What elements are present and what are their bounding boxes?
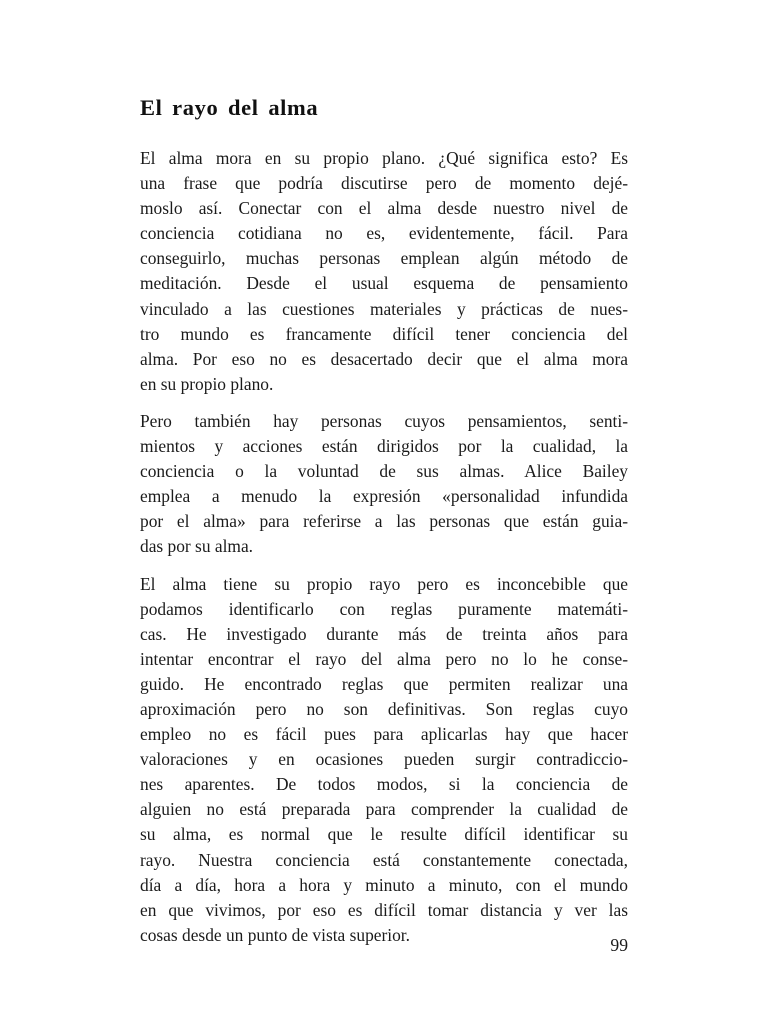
text-column <box>140 94 628 948</box>
text-line: cas. He investigado durante más de treinta años para <box>140 623 628 644</box>
text-line: conciencia cotidiana no es, evidentemente, fácil. Para <box>140 223 628 244</box>
text-line: conseguirlo, muchas personas emplean algún método de <box>140 248 628 269</box>
text-line: guido. He encontrado reglas que permiten realizar una <box>140 673 628 694</box>
text-line: nes aparentes. De todos modos, si la conciencia de <box>140 774 628 795</box>
text-line: cosas desde un punto de vista superior. <box>140 924 410 945</box>
text-line: día a día, hora a hora y minuto a minuto, con el mundo <box>140 874 628 895</box>
text-line: rayo. Nuestra conciencia está constantemente conectada, <box>140 849 628 870</box>
text-line: valoraciones y en ocasiones pueden surgir contradiccio- <box>140 749 628 770</box>
text-line: das por su alma. <box>140 536 254 557</box>
text-line: vinculado a las cuestiones materiales y prácticas de nues- <box>140 298 628 319</box>
text-line: conciencia o la voluntad de sus almas. Alice Bailey <box>140 461 628 482</box>
text-line: Pero también hay personas cuyos pensamientos, senti- <box>140 410 628 431</box>
text-line: una frase que podría discutirse pero de momento dejé- <box>140 173 628 194</box>
text-line: El alma tiene su propio rayo pero es inconcebible que <box>140 573 628 594</box>
text-line: El alma mora en su propio plano. ¿Qué significa esto? Es <box>140 148 628 168</box>
text-line: su alma, es normal que le resulte difícil identificar su <box>140 824 628 845</box>
page-title: El rayo del alma <box>140 95 319 120</box>
text-line: mientos y acciones están dirigidos por la cualidad, la <box>140 436 628 457</box>
text-line: podamos identificarlo con reglas puramente matemáti- <box>140 598 628 619</box>
text-line: en que vivimos, por eso es difícil tomar distancia y ver las <box>140 899 628 920</box>
text-line: por el alma» para referirse a las personas que están guia- <box>140 511 628 532</box>
text-line: moslo así. Conectar con el alma desde nuestro nivel de <box>140 198 628 219</box>
text-line: emplea a menudo la expresión «personalidad infundida <box>140 486 628 507</box>
paragraph-1 <box>140 146 628 397</box>
text-line: alma. Por eso no es desacertado decir que el alma mora <box>140 348 628 369</box>
text-line: meditación. Desde el usual esquema de pensamiento <box>140 273 628 294</box>
text-line: empleo no es fácil pues para aplicarlas hay que hacer <box>140 724 628 745</box>
text-line: alguien no está preparada para comprender la cualidad de <box>140 799 628 820</box>
paragraph-3 <box>140 572 628 948</box>
page-number: 99 <box>610 935 628 955</box>
text-line: aproximación pero no son definitivas. Son reglas cuyo <box>140 698 628 719</box>
text-line: tro mundo es francamente difícil tener conciencia del <box>140 323 628 344</box>
text-line: en su propio plano. <box>140 373 274 394</box>
paragraph-2 <box>140 409 628 560</box>
text-line: intentar encontrar el rayo del alma pero no lo he conse- <box>140 648 628 669</box>
